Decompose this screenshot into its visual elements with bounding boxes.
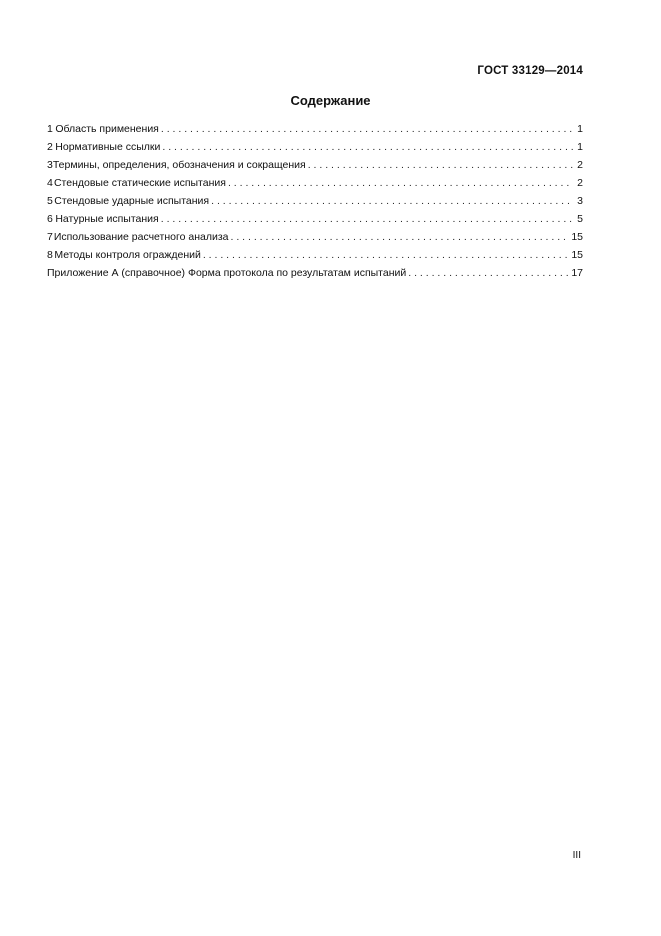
toc-entry-title: Стендовые статические испытания xyxy=(53,177,226,189)
toc-leader-dots xyxy=(211,192,573,210)
standard-code: ГОСТ 33129—2014 xyxy=(477,65,583,77)
toc-entry-8[interactable] xyxy=(47,246,583,264)
toc-entry-page: 1 xyxy=(577,141,583,153)
toc-entry-page: 2 xyxy=(577,159,583,171)
toc-entry-number: 4 xyxy=(47,177,53,189)
toc-entry-page: 5 xyxy=(577,213,583,225)
toc-entry-page: 15 xyxy=(571,249,583,261)
toc-entry-4[interactable] xyxy=(47,174,583,192)
toc-entry-2[interactable] xyxy=(47,138,583,156)
toc-leader-dots xyxy=(203,246,569,264)
toc-entry-5[interactable] xyxy=(47,192,583,210)
toc-entry-title: Натурные испытания xyxy=(55,213,159,225)
toc-entry-6[interactable] xyxy=(47,210,583,228)
toc-entry-title: Область применения xyxy=(55,123,159,135)
toc-leader-dots xyxy=(408,264,569,282)
toc-entry-number: 1 xyxy=(47,123,53,135)
toc-entry-appendix[interactable] xyxy=(47,264,583,282)
toc-appendix-title: Приложение А (справочное) Форма протокола по результатам испытаний xyxy=(47,267,407,279)
table-of-contents xyxy=(47,120,583,282)
toc-entry-page: 15 xyxy=(571,231,583,243)
toc-entry-3[interactable] xyxy=(47,156,583,174)
toc-entry-title: Термины, определения, обозначения и сокращения xyxy=(52,159,306,171)
toc-entry-number: 7 xyxy=(47,231,53,243)
toc-entry-number: 5 xyxy=(47,195,53,207)
toc-leader-dots xyxy=(162,138,573,156)
toc-entry-title: Использование расчетного анализа xyxy=(53,231,229,243)
toc-leader-dots xyxy=(161,120,573,138)
toc-leader-dots xyxy=(308,156,573,174)
toc-entry-number: 3 xyxy=(47,159,53,171)
toc-entry-title: Нормативные ссылки xyxy=(55,141,161,153)
toc-entry-number: 6 xyxy=(47,213,53,225)
toc-entry-title: Методы контроля ограждений xyxy=(54,249,201,261)
toc-entry-number: 8 xyxy=(47,249,53,261)
toc-leader-dots xyxy=(161,210,573,228)
toc-entry-page: 1 xyxy=(577,123,583,135)
toc-entry-number: 2 xyxy=(47,141,53,153)
toc-title: Содержание xyxy=(290,93,371,108)
toc-entry-1[interactable] xyxy=(47,120,583,138)
toc-leader-dots xyxy=(228,174,573,192)
toc-entry-page: 3 xyxy=(577,195,583,207)
toc-entry-title: Стендовые ударные испытания xyxy=(54,195,210,207)
toc-appendix-page: 17 xyxy=(571,267,583,279)
page-number: III xyxy=(572,850,581,861)
toc-entry-page: 2 xyxy=(577,177,583,189)
toc-entry-7[interactable] xyxy=(47,228,583,246)
toc-leader-dots xyxy=(230,228,569,246)
